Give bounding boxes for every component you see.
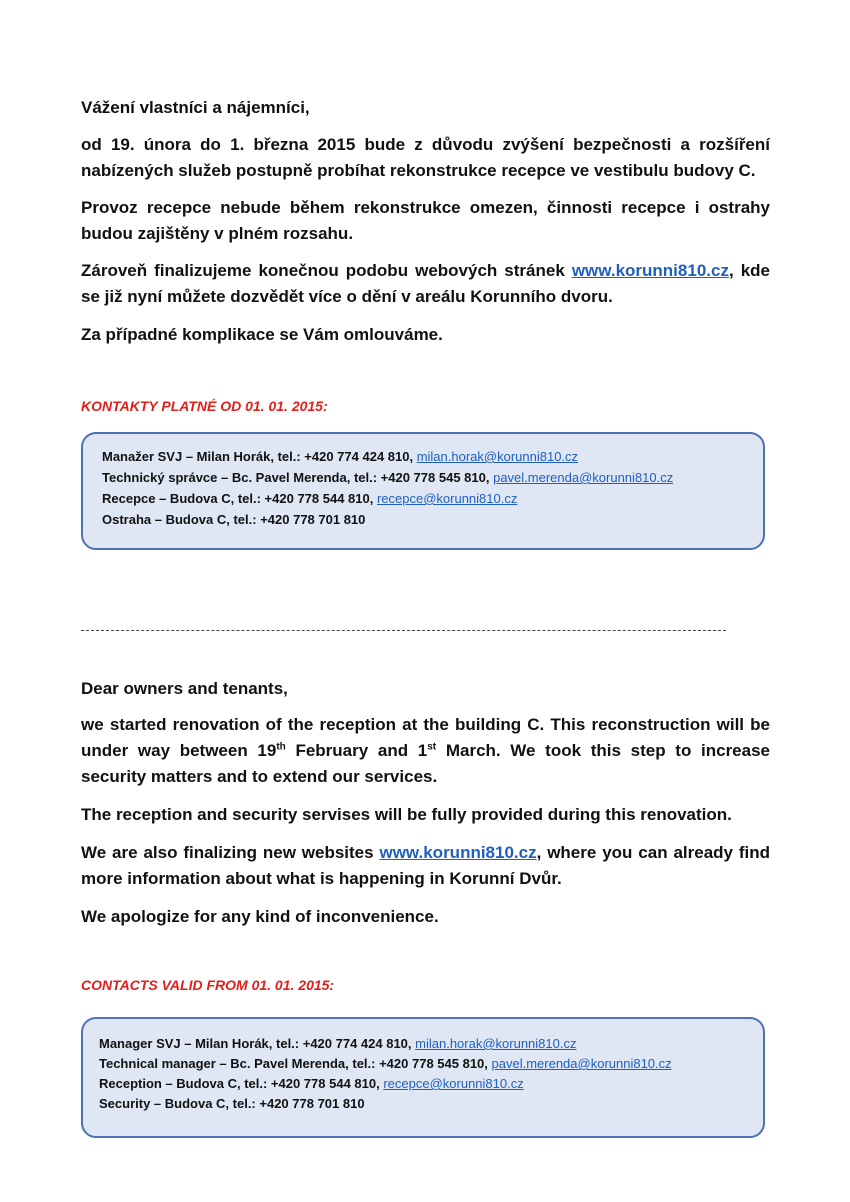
en-contact-line [99,1054,672,1074]
cz-p3-text-after: , kde se již nyní můžete dozvědět více o dění v areálu Korunního dvoru. [81,261,770,306]
email-link[interactable]: recepce@korunni810.cz [376,491,518,506]
cz-contact-line [102,510,365,530]
email-link[interactable]: pavel.merenda@korunni810.cz [493,470,674,485]
section-divider [81,630,726,631]
contact-text: Security – Budova C, tel.: +420 778 701 810 [99,1096,365,1111]
contact-text: Manažer SVJ – Milan Horák, tel.: +420 774 424 810, [102,449,417,464]
cz-paragraph-4: Za případné komplikace se Vám omlouváme. [81,325,443,344]
en-website-link[interactable]: www.korunni810.cz [379,843,537,862]
en-paragraph-1 [81,712,770,790]
en-p3-text-after: , where you can already find more information about what is happening in Korunní Dvůr. [81,843,771,888]
en-p1-text-a: we started renovation of the reception at the building C. This reconstruction will be under way between 19 [81,715,770,760]
contact-text: Manager SVJ – Milan Horák, tel.: +420 774 424 810, [99,1036,416,1051]
en-contact-line [99,1034,576,1054]
en-p1-text-c: March. We took this step to increase security matters and to extend our services. [81,741,770,786]
cz-paragraph-1: od 19. února do 1. března 2015 bude z důvodu zvýšení bezpečnosti a rozšíření nabízených služeb postupně probíhat rekonstrukce recepce ve vestibulu budovy C. [81,135,770,180]
en-contact-line [99,1094,365,1114]
cz-contacts-box [81,432,765,550]
ordinal-suffix: th [276,741,286,753]
en-contact-line [99,1074,524,1094]
contact-text: Recepce – Budova C, tel.: +420 778 544 810, [102,491,377,506]
en-paragraph-2: The reception and security servises will be fully provided during this renovation. [81,805,732,824]
cz-paragraph-2: Provoz recepce nebude během rekonstrukce omezen, činnosti recepce i ostrahy budou zajištěny v plném rozsahu. [81,198,770,243]
cz-contact-line [102,489,517,509]
cz-contacts-heading: KONTAKTY PLATNÉ OD 01. 01. 2015: [81,398,328,414]
cz-website-link[interactable]: www.korunni810.cz [571,261,729,280]
email-link[interactable]: recepce@korunni810.cz [383,1076,524,1091]
contact-text: Technický správce – Bc. Pavel Merenda, tel.: +420 778 545 810, [102,470,494,485]
email-link[interactable]: pavel.merenda@korunni810.cz [491,1056,672,1071]
en-paragraph-3 [81,840,770,892]
en-paragraph-4: We apologize for any kind of inconvenience. [81,907,439,926]
email-link[interactable]: milan.horak@korunni810.cz [415,1036,577,1051]
cz-contact-line [102,447,578,467]
email-link[interactable]: milan.horak@korunni810.cz [416,449,579,464]
contact-text: Technical manager – Bc. Pavel Merenda, tel.: +420 778 545 810, [99,1056,492,1071]
cz-p3-text-before: Zároveň finalizujeme konečnou podobu webových stránek [81,261,572,280]
ordinal-suffix: st [427,741,437,753]
cz-contact-line [102,468,673,488]
cz-paragraph-3 [81,258,770,310]
en-contacts-heading: CONTACTS VALID FROM 01. 01. 2015: [81,977,335,993]
contact-text: Ostraha – Budova C, tel.: +420 778 701 810 [102,512,366,527]
cz-greeting: Vážení vlastníci a nájemníci, [81,98,310,117]
en-greeting: Dear owners and tenants, [81,679,288,698]
en-contacts-box [81,1017,765,1138]
contact-text: Reception – Budova C, tel.: +420 778 544 810, [99,1076,384,1091]
en-p3-text-before: We are also finalizing new websites [81,843,380,862]
en-p1-text-b: February and 1 [285,741,428,760]
